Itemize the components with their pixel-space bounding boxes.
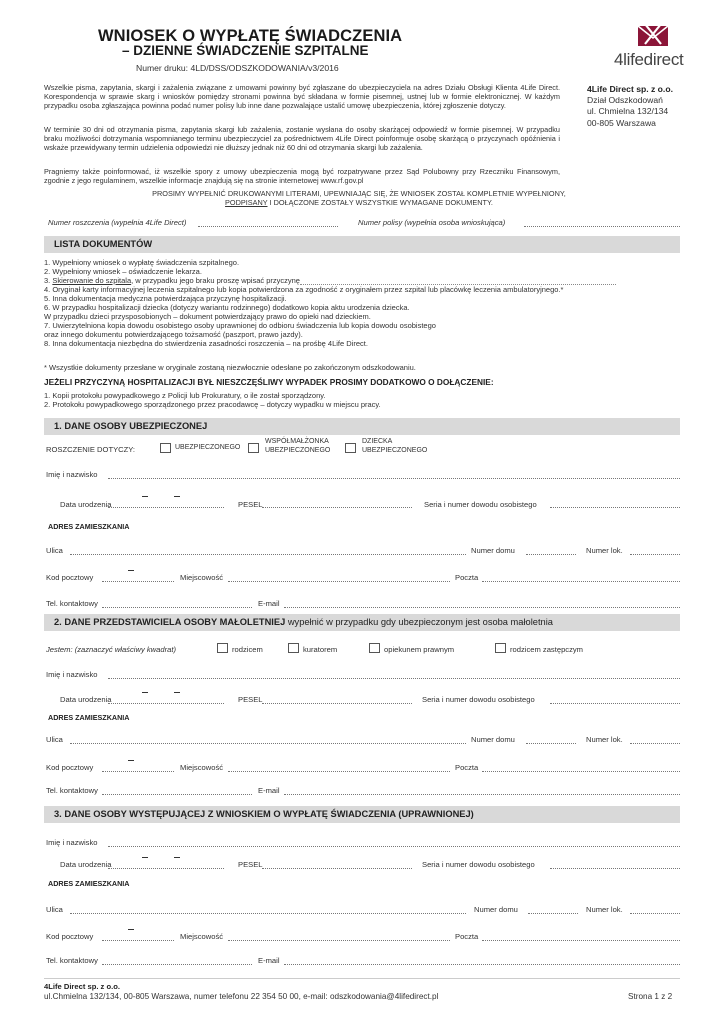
street-label: Ulica <box>46 905 63 914</box>
guardian-option-label: opiekunem prawnym <box>384 645 455 654</box>
house-label: Numer domu <box>474 905 518 914</box>
s2-city-field[interactable] <box>228 771 450 772</box>
id-label: Seria i numer dowodu osobistego <box>424 500 537 509</box>
document-item: 5. Inna dokumentacja medyczna potwierdzająca przyczynę hospitalizacji. <box>44 294 287 303</box>
postal-separator <box>128 570 134 571</box>
id-label: Seria i numer dowodu osobistego <box>422 695 535 704</box>
address-city: 00-805 Warszawa <box>587 117 656 128</box>
email-label: E-mail <box>258 599 280 608</box>
foster-parent-checkbox[interactable] <box>495 643 506 653</box>
documents-list <box>44 258 684 348</box>
s3-id-field[interactable] <box>550 868 680 869</box>
document-item: 8. Inna dokumentacja niezbędna do stwierdzenia zasadności roszczenia – na prośbę 4Life Direct. <box>44 339 368 348</box>
child-option-label-2: UBEZPIECZONEGO <box>362 447 428 454</box>
s3-phone-field[interactable] <box>102 964 252 965</box>
footer-contact: ul.Chmielna 132/134, 00-805 Warszawa, numer telefonu 22 354 50 00, e-mail: odszkodowania@4lifedirect.pl <box>44 992 439 1001</box>
s1-pesel-field[interactable] <box>262 507 412 508</box>
i-am-label: Jestem: (zaznaczyć właściwy kwadrat) <box>46 645 176 654</box>
spouse-checkbox[interactable] <box>248 443 259 453</box>
flat-label: Numer lok. <box>586 905 623 914</box>
s3-city-field[interactable] <box>228 940 450 941</box>
company-logo <box>608 22 704 72</box>
s2-phone-field[interactable] <box>102 794 252 795</box>
s1-phone-field[interactable] <box>102 607 252 608</box>
s2-postal-field[interactable] <box>102 771 174 772</box>
id-label: Seria i numer dowodu osobistego <box>422 860 535 869</box>
foster-parent-option-label: rodzicem zastępczym <box>510 645 584 654</box>
s3-house-field[interactable] <box>528 913 578 914</box>
s2-name-field[interactable] <box>108 678 680 679</box>
s1-email-field[interactable] <box>284 607 680 608</box>
dob-separator <box>174 692 180 693</box>
print-number: Numer druku: 4LD/DSS/ODSZKODOWANIA/v3/2016 <box>136 63 339 73</box>
recipient-address <box>587 84 707 129</box>
dob-label: Data urodzenia <box>60 695 112 704</box>
curator-checkbox[interactable] <box>288 643 299 653</box>
instruction-line-2 <box>44 198 674 207</box>
page-number: Strona 1 z 2 <box>628 992 673 1001</box>
s2-house-field[interactable] <box>526 743 576 744</box>
s3-postal-field[interactable] <box>102 940 174 941</box>
parent-checkbox[interactable] <box>217 643 228 653</box>
claim-concerns-label: ROSZCZENIE DOTYCZY: <box>46 445 136 454</box>
phone-label: Tel. kontaktowy <box>46 599 98 608</box>
intro-paragraph-2: W terminie 30 dni od otrzymania pisma, zapytania skargi lub zażalenia, zostanie wysłana do osoby skarżącej odpowiedź w formie pisemnej. W przypadku braku możliwości dotrzymania wspomnianego terminu ubezpieczyciel za pośrednictwem 4Life Direct poinformuje osobę skarżącą o przyczynach opóźnienia i wskaże przewidywany termin udzielenia odpowiedzi nie dłuższy jednak niż 60 dni od otrzymania skargi lub zażalenia. <box>44 125 560 153</box>
dob-label: Data urodzenia <box>60 860 112 869</box>
dob-separator <box>142 692 148 693</box>
name-label: Imię i nazwisko <box>46 470 98 479</box>
documents-heading: LISTA DOKUMENTÓW <box>54 239 153 249</box>
child-option-label-1: DZIECKA <box>362 438 393 445</box>
dob-separator <box>142 857 148 858</box>
postal-separator <box>128 760 134 761</box>
document-item: 6. W przypadku hospitalizacji dziecka (dotyczy wariantu rodzinnego) dodatkowo kopia aktu urodzenia dziecka. <box>44 303 410 312</box>
s3-dob-field[interactable] <box>108 868 224 869</box>
logo-wordmark: 4lifedirect <box>614 50 684 69</box>
parent-option-label: rodzicem <box>232 645 263 654</box>
address-street: ul. Chmielna 132/134 <box>587 106 669 117</box>
name-label: Imię i nazwisko <box>46 670 98 679</box>
section2-heading <box>54 617 553 628</box>
s2-street-field[interactable] <box>70 743 466 744</box>
pesel-label: PESEL <box>238 860 263 869</box>
phone-label: Tel. kontaktowy <box>46 786 98 795</box>
referral-emphasis: Skierowanie do szpitala <box>52 276 132 285</box>
footer-divider <box>44 978 680 979</box>
accident-item: 2. Protokołu powypadkowego sporządzonego przez pracodawcę – dotyczy wypadku w miejscu pracy. <box>44 400 381 409</box>
s3-email-field[interactable] <box>284 964 680 965</box>
instruction-line-1: PROSIMY WYPEŁNIĆ DRUKOWANYMI LITERAMI, UPEWNIAJĄC SIĘ, ŻE WNIOSEK ZOSTAŁ KOMPLETNIE WYPEŁNIONY, <box>152 189 566 198</box>
s1-id-field[interactable] <box>550 507 680 508</box>
footer-company: 4Life Direct sp. z o.o. <box>44 982 120 991</box>
s1-city-field[interactable] <box>228 581 450 582</box>
documents-band <box>44 236 680 253</box>
document-item: 4. Oryginał karty informacyjnej leczenia szpitalnego lub kopia potwierdzona za zgodność z oryginałem przez szpital lub placówkę leczenia ambulatoryjnego.* <box>44 285 564 294</box>
signed-emphasis: PODPISANY <box>225 198 268 208</box>
accident-list <box>44 391 684 409</box>
intro-paragraph-3: Pragniemy także poinformować, iż wszelkie spory z umowy ubezpieczenia mogą być rozpatrywane przez Sąd Polubowny przy Rzeczniku Finansowym, zgodnie z jego regulaminem, wszelkie informacje znajdują się na stronie internetowej www.rf.gov.pl <box>44 167 560 186</box>
document-item: 1. Wypełniony wniosek o wypłatę świadczenia szpitalnego. <box>44 258 240 267</box>
postal-label: Kod pocztowy <box>46 573 94 582</box>
s3-flat-field[interactable] <box>630 913 680 914</box>
address-company: 4Life Direct sp. z o.o. <box>587 84 673 94</box>
s2-email-field[interactable] <box>284 794 680 795</box>
section1-band <box>44 418 680 435</box>
dob-separator <box>174 496 180 497</box>
form-subtitle: – DZIENNE ŚWIADCZENIE SZPITALNE <box>122 43 369 58</box>
insured-checkbox[interactable] <box>160 443 171 453</box>
s3-post-field[interactable] <box>482 940 680 941</box>
s2-flat-field[interactable] <box>630 743 680 744</box>
document-item: 2. Wypełniony wniosek – oświadczenie lekarza. <box>44 267 202 276</box>
section2-band <box>44 614 680 631</box>
referral-reason-field[interactable] <box>300 277 616 285</box>
s2-post-field[interactable] <box>482 771 680 772</box>
postal-label: Kod pocztowy <box>46 763 94 772</box>
document-item: oraz innego dokumentu potwierdzającego tożsamość (paszport, prawo jazdy). <box>44 330 303 339</box>
spouse-option-label-1: WSPÓŁMAŁŻONKA <box>265 438 329 445</box>
curator-option-label: kuratorem <box>303 645 338 654</box>
section1-heading: 1. DANE OSOBY UBEZPIECZONEJ <box>54 421 208 431</box>
address-heading: ADRES ZAMIESZKANIA <box>48 713 130 722</box>
s3-name-field[interactable] <box>108 846 680 847</box>
accident-item: 1. Kopii protokołu powypadkowego z Policji lub Prokuratury, o ile został sporządzony. <box>44 391 326 400</box>
house-label: Numer domu <box>471 546 515 555</box>
s1-flat-field[interactable] <box>630 554 680 555</box>
policy-number-field[interactable] <box>524 226 680 227</box>
phone-label: Tel. kontaktowy <box>46 956 98 965</box>
section3-band <box>44 806 680 823</box>
pesel-label: PESEL <box>238 695 263 704</box>
s1-street-field[interactable] <box>70 554 466 555</box>
document-item: W przypadku dzieci przysposobionych – dokument potwierdzający prawo do opieki nad dzieckiem. <box>44 312 371 321</box>
dob-label: Data urodzenia <box>60 500 112 509</box>
postal-separator <box>128 929 134 930</box>
city-label: Miejscowość <box>180 763 224 772</box>
section2-heading-note: wypełnić w przypadku gdy ubezpieczonym jest osoba małoletnia <box>285 617 553 627</box>
name-label: Imię i nazwisko <box>46 838 98 847</box>
intro-paragraph-1: Wszelkie pisma, zapytania, skargi i zażalenia związane z umowami powinny być zgłaszane do ubezpieczyciela na adres Działu Obsługi Klienta 4Life Direct. Korespondencja w sprawie skarg i wniosków pomiędzy stronami powinna być składana w formie pisemnej, ustnej lub w formie elektronicznej. W każdym przypadku osoba zgłaszająca powinna podać numer polisy lub inne dane pozwalające ustalić umowę ubezpieczenia, której zgłoszenie dotyczy. <box>44 83 560 111</box>
s3-street-field[interactable] <box>70 913 466 914</box>
accident-heading: JEŻELI PRZYCZYNĄ HOSPITALIZACJI BYŁ NIESZCZĘŚLIWY WYPADEK PROSIMY DODATKOWO O DOŁĄCZENIE: <box>44 377 494 387</box>
s1-dob-field[interactable] <box>108 507 224 508</box>
claim-number-field[interactable] <box>198 226 338 227</box>
instruction-line-2-rest: I DOŁĄCZONE ZOSTAŁY WSZYSTKIE WYMAGANE DOKUMENTY. <box>267 198 493 208</box>
policy-number-label: Numer polisy (wypełnia osoba wnioskująca) <box>358 218 506 227</box>
section3-heading: 3. DANE OSOBY WYSTĘPUJĄCEJ Z WNIOSKIEM O WYPŁATĘ ŚWIADCZENIA (UPRAWNIONEJ) <box>54 809 474 819</box>
section2-heading-bold: 2. DANE PRZEDSTAWICIELA OSOBY MAŁOLETNIEJ <box>54 617 286 627</box>
insured-option-label: UBEZPIECZONEGO <box>175 444 241 451</box>
post-label: Poczta <box>455 932 479 941</box>
s2-dob-field[interactable] <box>108 703 224 704</box>
post-label: Poczta <box>455 573 479 582</box>
flat-label: Numer lok. <box>586 546 623 555</box>
document-item: 7. Uwierzytelniona kopia dowodu osobistego osoby uprawnionej do odbioru świadczenia lub kopia dowodu osobistego <box>44 321 436 330</box>
post-label: Poczta <box>455 763 479 772</box>
s2-pesel-field[interactable] <box>262 703 412 704</box>
flat-label: Numer lok. <box>586 735 623 744</box>
s1-name-field[interactable] <box>108 478 680 479</box>
form-title: WNIOSEK O WYPŁATĘ ŚWIADCZENIA <box>98 27 403 45</box>
claim-number-label: Numer roszczenia (wypełnia 4Life Direct) <box>48 218 187 227</box>
address-heading: ADRES ZAMIESZKANIA <box>48 879 130 888</box>
street-label: Ulica <box>46 735 63 744</box>
dob-separator <box>174 857 180 858</box>
s3-pesel-field[interactable] <box>262 868 412 869</box>
s2-id-field[interactable] <box>550 703 680 704</box>
pesel-label: PESEL <box>238 500 263 509</box>
s1-postal-field[interactable] <box>102 581 174 582</box>
child-checkbox[interactable] <box>345 443 356 453</box>
email-label: E-mail <box>258 956 280 965</box>
postal-label: Kod pocztowy <box>46 932 94 941</box>
dob-separator <box>142 496 148 497</box>
guardian-checkbox[interactable] <box>369 643 380 653</box>
street-label: Ulica <box>46 546 63 555</box>
envelope-logo-icon <box>636 22 670 48</box>
city-label: Miejscowość <box>180 573 224 582</box>
spouse-option-label-2: UBEZPIECZONEGO <box>265 447 331 454</box>
document-item-referral: 3. Skierowanie do szpitala, w przypadku jego braku proszę wpisać przyczynę <box>44 276 684 285</box>
email-label: E-mail <box>258 786 280 795</box>
city-label: Miejscowość <box>180 932 224 941</box>
instruction-caps <box>44 189 674 208</box>
house-label: Numer domu <box>471 735 515 744</box>
s1-house-field[interactable] <box>526 554 576 555</box>
s1-post-field[interactable] <box>482 581 680 582</box>
address-dept: Dział Odszkodowań <box>587 95 663 106</box>
address-heading: ADRES ZAMIESZKANIA <box>48 522 130 531</box>
documents-note: * Wszystkie dokumenty przesłane w oryginale zostaną niezwłocznie odesłane po zakończonym odszkodowaniu. <box>44 363 416 372</box>
